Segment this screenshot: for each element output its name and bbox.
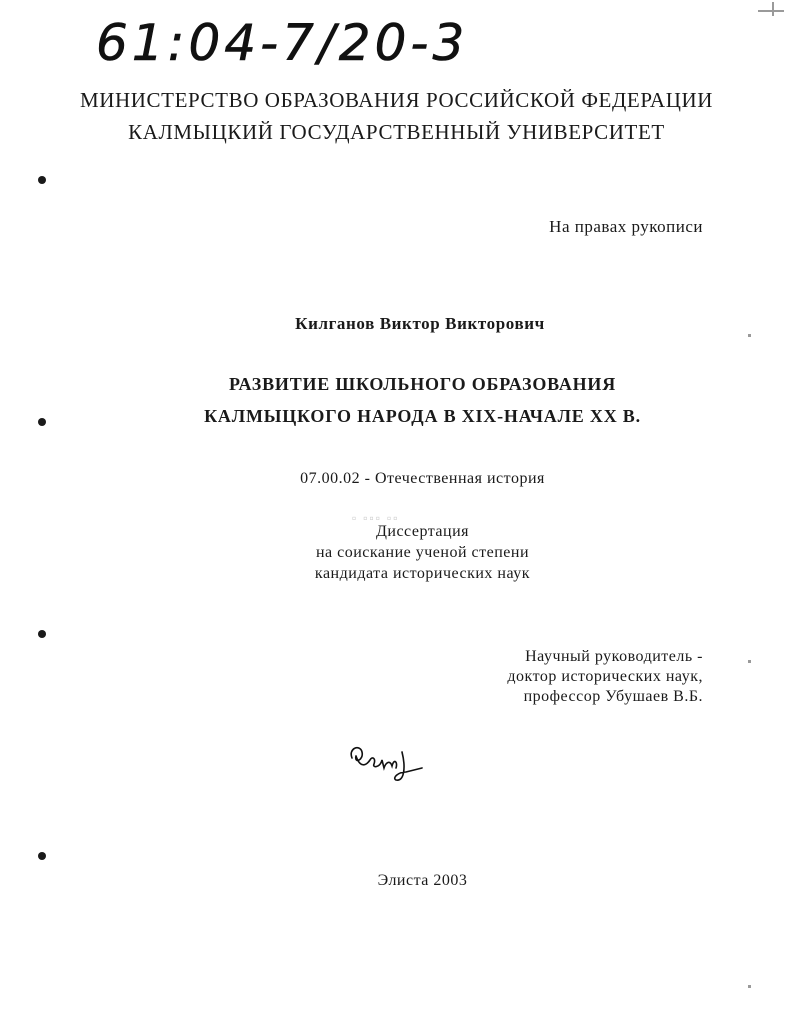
- signature: [346, 738, 436, 788]
- dissertation-title-line-2: КАЛМЫЦКОГО НАРОДА В XIX-НАЧАЛЕ XX В.: [204, 406, 641, 426]
- scan-edge-mark: [772, 2, 774, 16]
- author-name: Килганов Виктор Викторович: [295, 314, 545, 333]
- faded-stamp: ▫ ▫▫▫ ▫▫: [352, 511, 400, 525]
- degree-line: на соискание ученой степени: [315, 544, 530, 561]
- advisor-degree: доктор исторических наук,: [507, 668, 703, 685]
- binder-hole-mark: [38, 176, 46, 184]
- binder-hole-mark: [38, 630, 46, 638]
- dissertation-label: Диссертация: [375, 523, 470, 540]
- archive-number-text: 61:04-7/20-3: [96, 14, 469, 72]
- scan-speck: [748, 660, 751, 663]
- scan-speck: [748, 985, 751, 988]
- binder-hole-mark: [38, 852, 46, 860]
- scan-edge-mark: [758, 10, 784, 12]
- advisor-name: профессор Убушаев В.Б.: [523, 688, 703, 705]
- ministry-heading: МИНИСТЕРСТВО ОБРАЗОВАНИЯ РОССИЙСКОЙ ФЕДЕРАЦИИ: [79, 88, 713, 112]
- advisor-role: Научный руководитель -: [525, 648, 703, 665]
- degree-field-line: кандидата исторических наук: [314, 565, 531, 582]
- archive-number-handwritten: [92, 8, 492, 78]
- specialty-code: 07.00.02 - Отечественная история: [300, 470, 545, 487]
- scan-speck: [748, 334, 751, 337]
- university-heading: КАЛМЫЦКИЙ ГОСУДАРСТВЕННЫЙ УНИВЕРСИТЕТ: [128, 120, 665, 144]
- binder-hole-mark: [38, 418, 46, 426]
- dissertation-title-line-1: РАЗВИТИЕ ШКОЛЬНОГО ОБРАЗОВАНИЯ: [228, 374, 617, 394]
- rights-note: На правах рукописи: [549, 217, 703, 236]
- city-year: Элиста 2003: [377, 872, 468, 889]
